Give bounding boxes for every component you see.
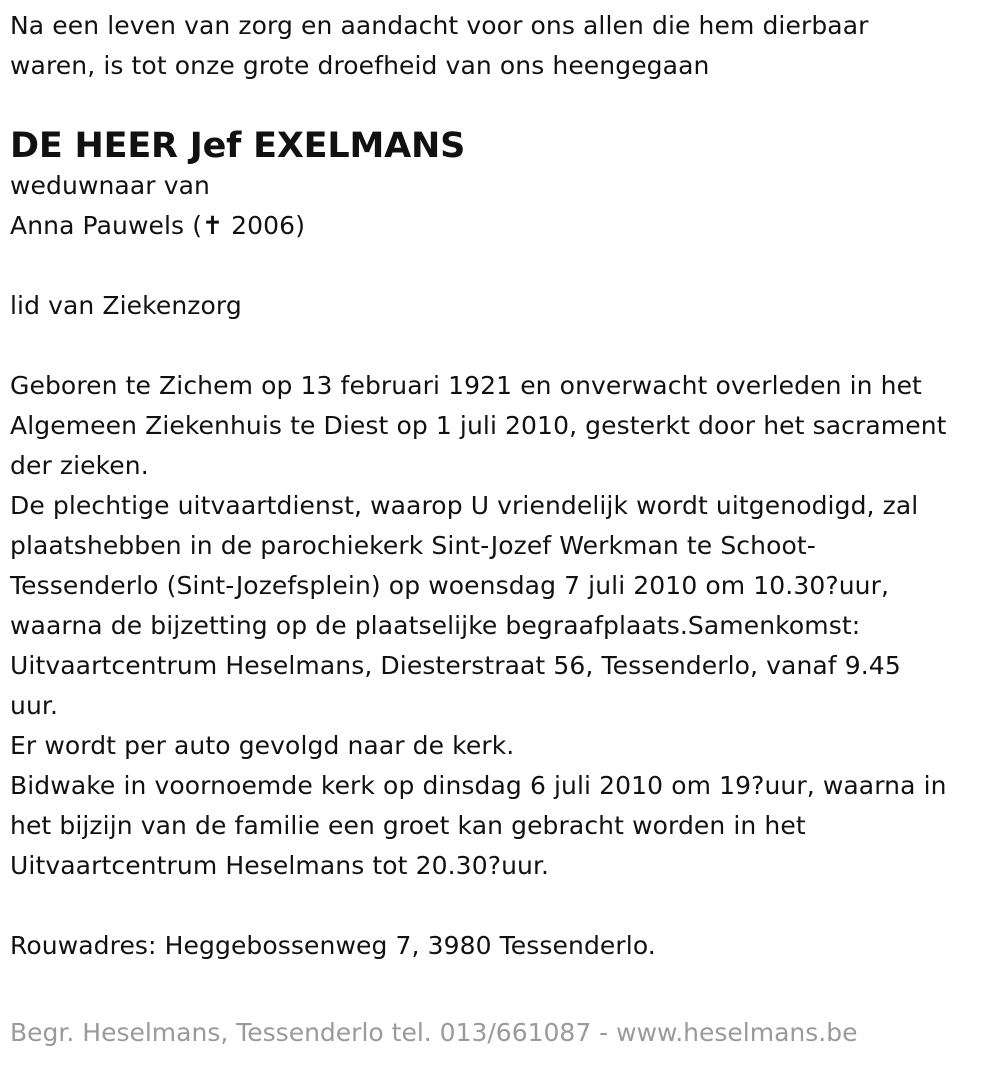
body-line: Tessenderlo (Sint-Jozefsplein) op woensdag 7 juli 2010 om 10.30?uur, xyxy=(10,571,890,600)
body-line: het bijzijn van de familie een groet kan gebracht worden in het xyxy=(10,811,806,840)
deceased-name: DE HEER Jef EXELMANS xyxy=(10,126,466,166)
spacer xyxy=(10,886,990,926)
spouse-label: weduwnaar van xyxy=(10,171,210,200)
intro-line-1: Na een leven van zorg en aandacht voor ons allen die hem dierbaar xyxy=(10,11,869,40)
body-line: plaatshebben in de parochiekerk Sint-Jozef Werkman te Schoot- xyxy=(10,531,816,560)
body-line: Geboren te Zichem op 13 februari 1921 en onverwacht overleden in het xyxy=(10,371,922,400)
body-line: Bidwake in voornoemde kerk op dinsdag 6 juli 2010 om 19?uur, waarna in xyxy=(10,771,947,800)
body-line: uur. xyxy=(10,691,59,720)
funeral-home-footer: Begr. Heselmans, Tessenderlo tel. 013/661087 - www.heselmans.be xyxy=(10,1018,858,1047)
body-line: Algemeen Ziekenhuis te Diest op 1 juli 2010, gesterkt door het sacrament xyxy=(10,411,947,440)
body-line: Uitvaartcentrum Heselmans tot 20.30?uur. xyxy=(10,851,550,880)
spacer xyxy=(10,246,990,286)
body-line: Uitvaartcentrum Heselmans, Diesterstraat 56, Tessenderlo, vanaf 9.45 xyxy=(10,651,901,680)
spouse-name: Anna Pauwels (✝ 2006) xyxy=(10,211,306,240)
mourning-address: Rouwadres: Heggebossenweg 7, 3980 Tessenderlo. xyxy=(10,931,656,960)
body-line: De plechtige uitvaartdienst, waarop U vriendelijk wordt uitgenodigd, zal xyxy=(10,491,919,520)
membership-text: lid van Ziekenzorg xyxy=(10,291,242,320)
body-line: der zieken. xyxy=(10,451,149,480)
body-line: Er wordt per auto gevolgd naar de kerk. xyxy=(10,731,515,760)
body-line: waarna de bijzetting op de plaatselijke begraafplaats.Samenkomst: xyxy=(10,611,861,640)
spacer xyxy=(10,326,990,366)
intro-line-2: waren, is tot onze grote droefheid van ons heengegaan xyxy=(10,51,710,80)
body-text xyxy=(10,366,990,886)
